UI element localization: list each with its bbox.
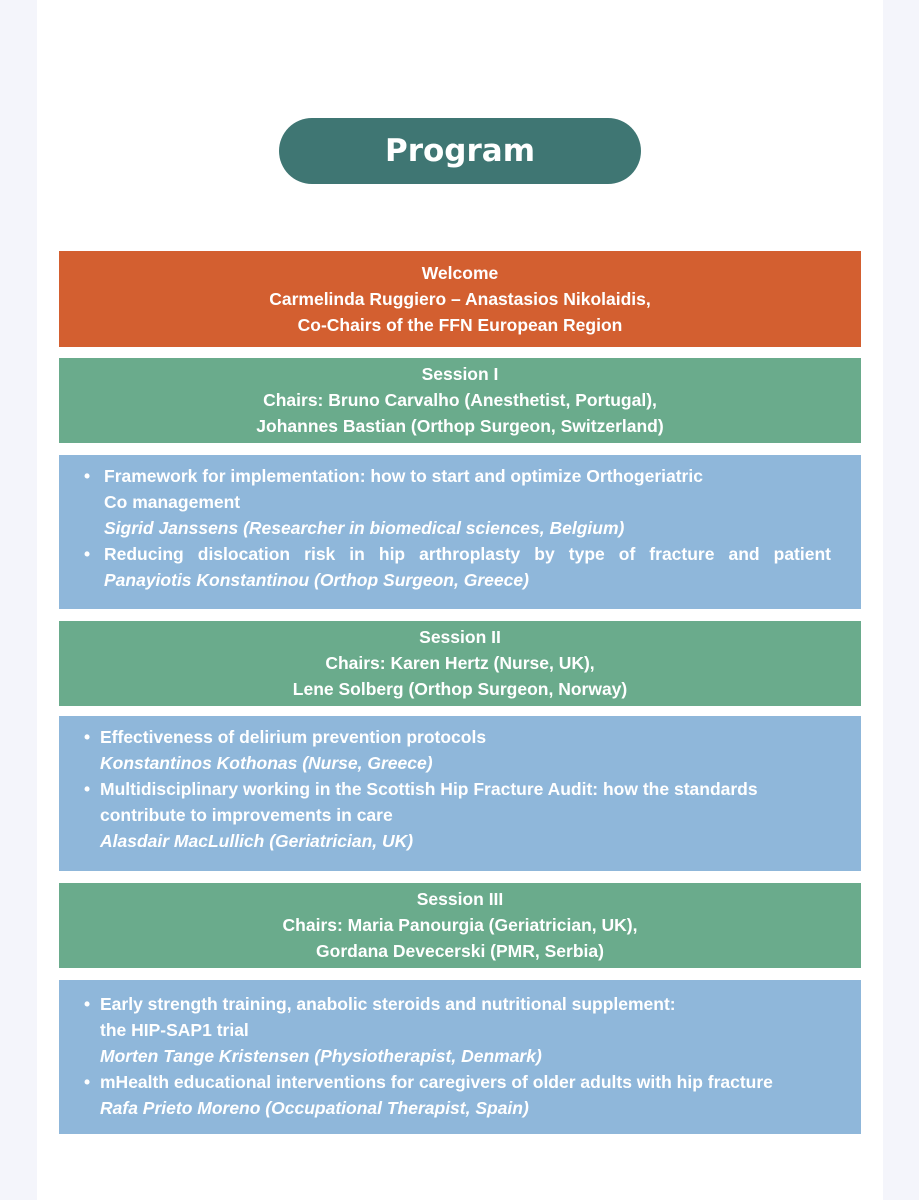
talk-speaker: Morten Tange Kristensen (Physiotherapist, Denmark) xyxy=(100,1046,542,1066)
talk-speaker: Rafa Prieto Moreno (Occupational Therapist, Spain) xyxy=(100,1098,529,1118)
program-title-text: Program xyxy=(384,133,535,169)
talk-title-continued: Co management xyxy=(104,492,241,512)
talk-title: Multidisciplinary working in the Scottish Hip Fracture Audit: how the standards xyxy=(100,779,758,799)
bullet-icon: • xyxy=(84,994,91,1014)
session-1-talks xyxy=(59,455,861,609)
welcome-heading: Welcome xyxy=(421,263,499,283)
session-heading: Session II xyxy=(419,627,501,647)
bullet-icon: • xyxy=(84,466,91,486)
talk-title: Reducing dislocation risk in hip arthroplasty by type of fracture and patient xyxy=(104,544,831,564)
talk-title: Effectiveness of delirium prevention protocols xyxy=(100,727,487,747)
talk-speaker: Sigrid Janssens (Researcher in biomedical sciences, Belgium) xyxy=(104,518,625,538)
session-chairs-line-1: Chairs: Maria Panourgia (Geriatrician, UK), xyxy=(282,915,638,935)
bullet-icon: • xyxy=(84,779,91,799)
talk-title-continued: contribute to improvements in care xyxy=(100,805,393,825)
session-chairs-line-2: Johannes Bastian (Orthop Surgeon, Switzerland) xyxy=(256,416,664,436)
bullet-icon: • xyxy=(84,727,91,747)
talk-item xyxy=(84,463,831,541)
session-heading: Session I xyxy=(421,364,499,384)
talk-speaker: Alasdair MacLullich (Geriatrician, UK) xyxy=(100,831,414,851)
bullet-icon: • xyxy=(84,1072,91,1092)
session-chairs-line-2: Lene Solberg (Orthop Surgeon, Norway) xyxy=(292,679,628,699)
talk-item xyxy=(84,991,831,1069)
session-heading: Session III xyxy=(416,889,504,909)
session-2-talks xyxy=(59,716,861,871)
talk-title: Framework for implementation: how to start and optimize Orthogeriatric xyxy=(104,466,703,486)
welcome-cochairs-names: Carmelinda Ruggiero – Anastasios Nikolaidis, xyxy=(269,289,651,309)
session-1-header xyxy=(59,358,861,443)
session-chairs-line-1: Chairs: Bruno Carvalho (Anesthetist, Portugal), xyxy=(263,390,657,410)
talk-item xyxy=(84,724,831,776)
session-chairs-line-2: Gordana Devecerski (PMR, Serbia) xyxy=(316,941,604,961)
talk-title: mHealth educational interventions for caregivers of older adults with hip fracture xyxy=(100,1072,773,1092)
talk-item xyxy=(84,776,831,854)
session-3-talks xyxy=(59,980,861,1134)
program-title xyxy=(279,118,641,184)
welcome-cochairs-role: Co-Chairs of the FFN European Region xyxy=(297,315,623,335)
talk-item xyxy=(84,1069,831,1121)
session-2-header xyxy=(59,621,861,706)
talk-speaker: Panayiotis Konstantinou (Orthop Surgeon, Greece) xyxy=(104,570,529,590)
welcome-block xyxy=(59,251,861,347)
bullet-icon: • xyxy=(84,544,91,564)
session-chairs-line-1: Chairs: Karen Hertz (Nurse, UK), xyxy=(325,653,595,673)
talk-title-continued: the HIP-SAP1 trial xyxy=(100,1020,249,1040)
talk-item xyxy=(84,541,831,593)
talk-title: Early strength training, anabolic steroids and nutritional supplement: xyxy=(100,994,676,1014)
session-3-header xyxy=(59,883,861,968)
talk-speaker: Konstantinos Kothonas (Nurse, Greece) xyxy=(100,753,433,773)
